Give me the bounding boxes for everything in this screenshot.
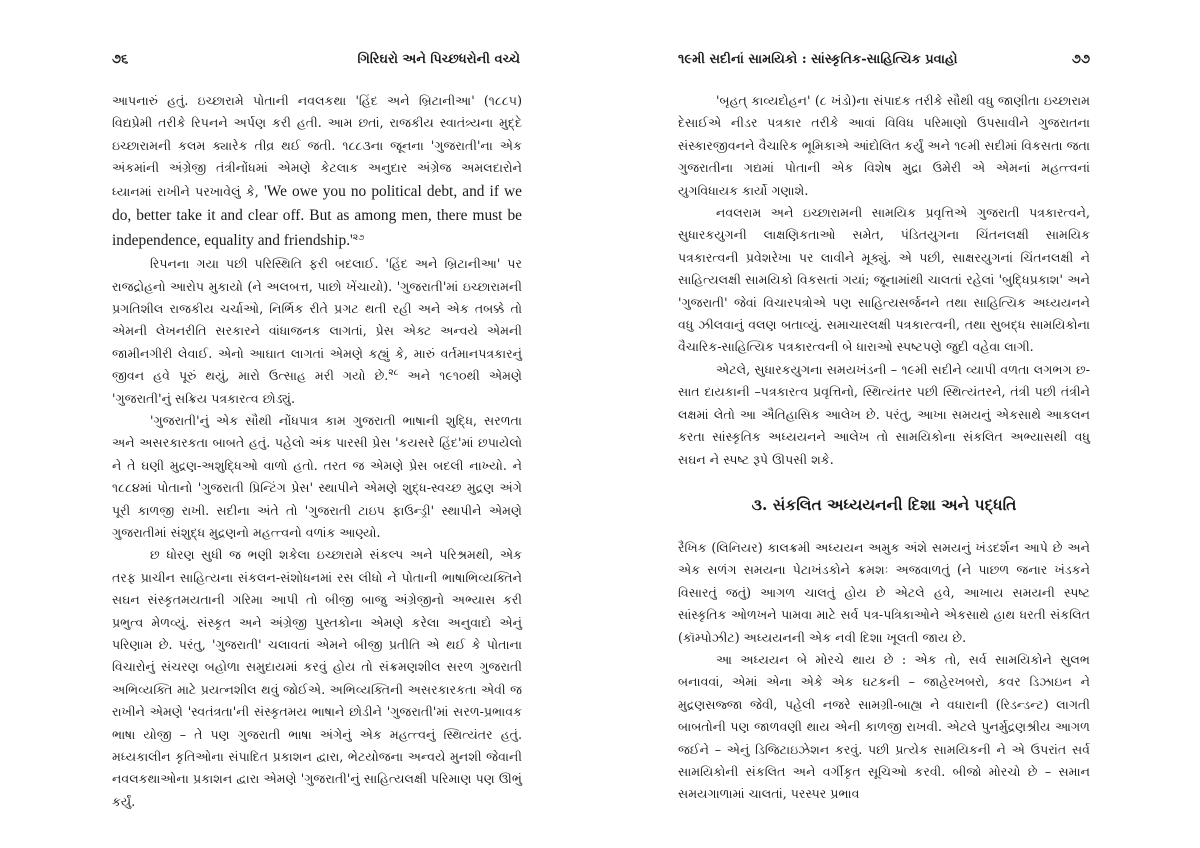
footnote-ref: ૨૭ <box>352 232 365 243</box>
right-page-header <box>678 52 1090 74</box>
right-running-title: ૧૯મી સદીનાં સામયિકો : સાંસ્કૃતિક-સાહિત્યિક પ્રવાહો <box>678 52 958 67</box>
paragraph: એટલે, સુધારકયુગના સમયખંડની – ૧૯મી સદીને વ્યાપી વળતા લગભગ છ-સાત દાયકાની –પત્રકારત્વ પ્રવૃત્તિનો, સ્થિત્યંતર પછી સ્થિત્યંતરને, તંત્રી પછી તંત્રીને લક્ષમાં લેતો આ ઐતિહાસિક આલેખ છે. પરંતુ, આખા સમયનું એકસાથે આકલન કરતા સાંસ્કૃતિક અધ્યયનને આલેખ તો સામયિકોના સંકલિત અભ્યાસથી વધુ સઘન ને સ્પષ્ટ રૂપે ઊપસી શકે. <box>678 361 1090 467</box>
right-page-body <box>678 90 1090 806</box>
paragraph: નવલરામ અને ઇચ્છારામની સામયિક પ્રવૃત્તિએ ગુજરાતી પત્રકારત્વને, સુધારકયુગની લાક્ષણિકતાઓ સમેત, પંડિતયુગના ચિંતનલક્ષી સામયિક પત્રકારત્વની પ્રવેશરેખા પર લાવીને મૂક્યું. એ પછી, સાક્ષરયુગનાં ચિંતનલક્ષી ને સાહિત્યલક્ષી સામયિકો વિકસતાં ગયાં; જૂનામાંથી ચાલતાં રહેલાં 'બુદ્ધિપ્રકાશ' અને 'ગુજરાતી' જેવાં વિચારપત્રોએ પણ સાહિત્યસર્જનને તથા સાહિત્યિક અધ્યયનને વધુ ઝીલવાનું વલણ બતાવ્યું. સમાચારલક્ષી પત્રકારત્વની, તથા સુબદ્ધ સામયિકોના વૈચારિક-સાહિત્યિક પત્રકારત્વની બે ધારાઓ સ્પષ્ટપણે જુદી વહેવા લાગી. <box>678 205 1090 355</box>
paragraph: રિપનના ગયા પછી પરિસ્થિતિ ફરી બદલાઈ. 'હિંદ અને બ્રિટાનીઆ' પર રાજદ્રોહનો આરોપ મુકાયો (ને અલબત્ત, પાછો ખેંચાયો). 'ગુજરાતી'માં ઇચ્છારામની પ્રગતિશીલ રાજકીય ચર્ચાઓ, નિર્ભિક રીતે પ્રગટ થતી રહી અને એક તબક્કે તો એમની લેખનરીતિ સરકારને વાંધાજનક લાગતાં, પ્રેસ એક્ટ અન્વયે એમની જામીનગીરી લેવાઈ. એનો આઘાત લાગતાં એમણે કહ્યું કે, મારું વર્તમાનપત્રકારનું જીવન હવે પૂરું થયું, મારો ઉત્સાહ મરી ગયો છે.$^{૨૮}$ અને ૧૯૧૦થી એમણે 'ગુજરાતી'નું સક્રિય પત્રકારત્વ છોડ્યું. <box>112 256 522 406</box>
right-page-number: ૭૭ <box>1071 52 1090 67</box>
left-page-number: ૭૬ <box>112 52 129 67</box>
english-quote: 'We owe you no political debt, and if we do, better take it and clear off. But as among men, there must be independence, equality and friendship.' <box>112 182 522 249</box>
right-page <box>678 0 1090 848</box>
paragraph: રૈખિક (લિનિયર) કાલક્રમી અધ્યયન અમુક અંશે સમયનું ખંડદર્શન આપે છે અને એક સળંગ સમયના પેટાખંડકોને ક્રમશઃ અજવાળતું (ને પાછળ જનાર ખંડકને વિસારતું જતું) આગળ ચાલતું હોય છે એટલે હવે, આખાય સમયની સ્પષ્ટ સાંસ્કૃતિક ઓળખને પામવા માટે સર્વ પત્ર-પત્રિકાઓને એકસાથે હાથ ધરતી સંકલિત (કૉમ્પોઝીટ) અધ્યયનની એક નવી દિશા ખૂલતી જાય છે. <box>678 539 1090 645</box>
left-page-header <box>112 52 522 74</box>
left-page-body <box>112 90 522 813</box>
section-heading: ૩. સંકલિત અધ્યયનની દિશા અને પદ્ધતિ <box>751 494 1017 514</box>
paragraph: છ ધોરણ સુધી જ ભણી શકેલા ઇચ્છારામે સંકલ્પ અને પરિશ્રમથી, એક તરફ પ્રાચીન સાહિત્યના સંકલન-સંશોધનમાં રસ લીધો ને પોતાની ભાષાભિવ્યક્તિને સઘન સંસ્કૃતમયતાની ગરિમા આપી તો બીજી બાજુ અંગ્રેજીનો અભ્યાસ કરી પ્રભુત્વ મેળવ્યું. સંસ્કૃત અને અંગ્રેજી પુસ્તકોના એમણે કરેલા અનુવાદો એનું પરિણામ છે. પરંતુ, 'ગુજરાતી' ચલાવતાં એમને બીજી પ્રતીતિ એ થઈ કે પોતાના વિચારોનું સંચરણ બહોળા સમુદાયમાં કરવું હોય તો સંક્રમણશીલ સરળ ગુજરાતી અભિવ્યક્તિ માટે પ્રયત્નશીલ થવું જોઈએ. અભિવ્યક્તિની અસરકારકતા એવી જ રાખીને એમણે 'સ્વતંત્રતા'ની સંસ્કૃતમય ભાષાને છોડીને 'ગુજરાતી'માં સરળ-પ્રભાવક ભાષા યોજી – તે પણ ગુજરાતી ભાષા અંગેનું એક મહત્ત્વનું સ્થિત્યંતર હતું. મધ્યકાલીન કૃતિઓના સંપાદિત પ્રકાશન દ્વારા, ભેટયોજના અન્વયે મુનશી જેવાની નવલકથાઓના પ્રકાશન દ્વારા એમણે 'ગુજરાતી'નું સાહિત્યલક્ષી પરિમાણ પણ ઊભું કર્યું. <box>112 547 522 809</box>
paragraph: આ અધ્યયન બે મોરચે થાય છે : એક તો, સર્વ સામયિકોને સુલભ બનાવવાં, એમાં એના એકે એક ઘટકની – જાહેરખબરો, કવર ડિઝાઇન ને મુદ્રણસજ્જા જેવી, પહેલી નજરે સામગ્રી-બાહ્ય ને વધારાની (રિડન્ડન્ટ) લાગતી બાબતોની પણ જાળવણી થાય એની કાળજી રાખવી. એટલે પુનર્મુદ્રણશ્રીય આગળ જઈને – એનું ડિજિટાઇઝેશન કરવું. પછી પ્રત્યેક સામયિકની ને એ ઉપરાંત સર્વ સામયિકોની સંકલિત અને વર્ગીકૃત સૂચિઓ કરવી. બીજો મોરચો છે – સમાન સમયગાળામાં ચાલતાં, પરસ્પર પ્રભાવ <box>678 651 1090 802</box>
left-running-title: ગિરિઘરો અને પિચ્છધરોની વચ્ચે <box>357 52 520 67</box>
paragraph: આપનારું હતું. ઇચ્છારામે પોતાની નવલકથા 'હિંદ અને બ્રિટાનીઆ' (૧૮૮૫) વિદ્યપ્રેમી તરીકે રિપનને અર્પણ કરી હતી. આમ છતાં, રાજકીય સ્વાતંત્ર્યના મુદ્દે ઇચ્છારામની કલમ ક્યારેક તીવ્ર થઈ જતી. ૧૮૮૩ના જૂનના 'ગુજરાતી'ના એક અંકમાંની અંગ્રેજી તંત્રીનોંધમાં એમણે કેટલાક અનુદાર અંગ્રેજ અમલદારોને ધ્યાનમાં રાખીને પરખાવેલું કે, 'We owe you no political debt, and if we do, better take it and clear off. But as among men, there must be independence, equality and $friendship.'^{૨૭}$ <box>112 93 522 249</box>
left-page <box>112 0 522 848</box>
paragraph: 'ગુજરાતી'નું એક સૌથી નોંધપાત્ર કામ ગુજરાતી ભાષાની શુદ્ધિ, સરળતા અને અસરકારકતા બાબતે હતું. પહેલો અંક પારસી પ્રેસ 'કયસરે હિંદ'માં છપાયેલો ને તે ઘણી મુદ્રણ-અશુદ્ધિઓ વાળો હતો. તરત જ એમણે પ્રેસ બદલી નાખ્યો. ને ૧૮૮૪માં પોતાનો 'ગુજરાતી પ્રિન્ટિંગ પ્રેસ' સ્થાપીને એમણે શુદ્ધ-સ્વચ્છ મુદ્રણ અંગે પૂરી કાળજી રાખી. સદીના અંતે તો 'ગુજરાતી ટાઇપ ફાઉન્ડ્રી' સ્થાપીને એમણે ગુજરાતીમાં સંશુદ્ધ મુદ્રણનો મહત્ત્વનો વળાંક આણ્યો. <box>112 412 522 540</box>
paragraph: 'બૃહત્ કાવ્યદોહન' (૮ ખંડો)ના સંપાદક તરીકે સૌથી વધુ જાણીતા ઇચ્છારામ દેસાઈએ નીડર પત્રકાર તરીકે આવાં વિવિધ પરિમાણો ઉપસાવીને ગુજરાતના સંસ્કારજીવનને વૈચારિક ભૂમિકાએ આંદોલિત કર્યું અને ૧૯મી સદીમાં વિકસતા જતા ગુજરાતીના ગદ્યમાં પોતાની એક વિશેષ મુદ્રા ઉમેરી એ એમનાં મહત્ત્વનાં યુગવિધાયક કાર્યો ગણાશે. <box>678 93 1090 198</box>
footnote-ref: ૨૮ <box>388 367 399 378</box>
